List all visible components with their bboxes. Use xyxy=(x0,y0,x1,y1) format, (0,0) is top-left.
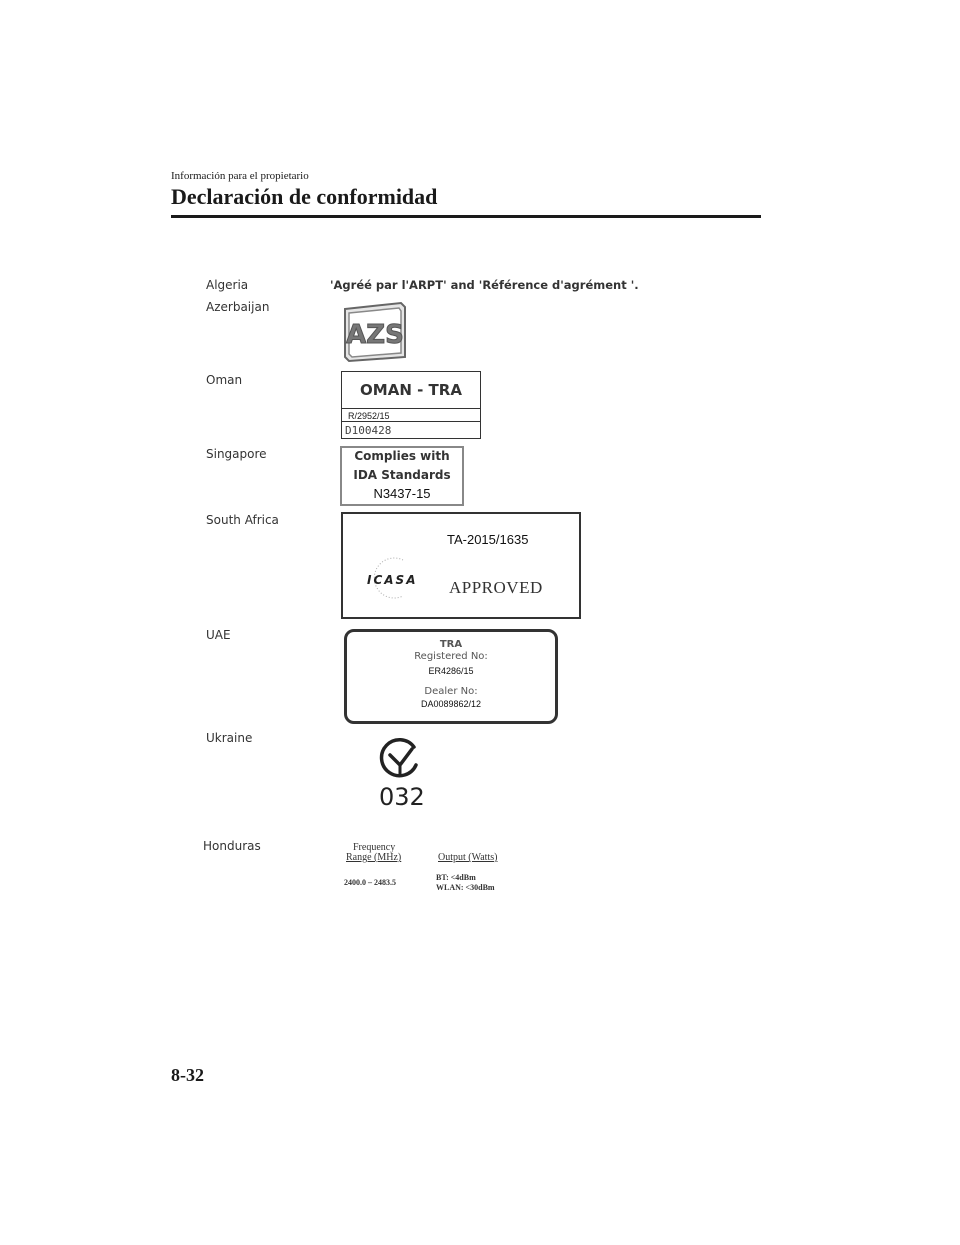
honduras-wlan-value: WLAN: <30dBm xyxy=(436,883,495,892)
icasa-logo-text: ICASA xyxy=(367,573,418,587)
honduras-output-header: Output (Watts) xyxy=(438,852,498,863)
singapore-line1: Complies with xyxy=(354,449,450,463)
country-label-south-africa: South Africa xyxy=(206,513,279,527)
singapore-code: N3437-15 xyxy=(373,486,431,501)
south-africa-approved: APPROVED xyxy=(449,578,543,597)
country-label-oman: Oman xyxy=(206,373,243,387)
uae-tra: TRA xyxy=(439,639,463,650)
ukraine-conformity-mark-icon xyxy=(378,735,422,779)
country-label-algeria: Algeria xyxy=(206,278,249,292)
uae-registered-number: ER4286/15 xyxy=(428,666,474,676)
oman-title: OMAN - TRA xyxy=(360,381,462,399)
country-label-uae: UAE xyxy=(206,628,231,642)
oman-registration: R/2952/15 xyxy=(342,408,480,422)
page-title: Declaración de conformidad xyxy=(171,184,438,209)
oman-dealer: D100428 xyxy=(345,424,392,437)
azs-logo-icon xyxy=(339,299,411,365)
country-label-ukraine: Ukraine xyxy=(206,731,253,745)
country-label-singapore: Singapore xyxy=(206,447,267,461)
title-divider xyxy=(171,215,761,218)
icasa-logo-icon xyxy=(365,556,435,600)
ukraine-code: 032 xyxy=(379,783,425,811)
south-africa-label-box xyxy=(341,512,581,619)
singapore-label-box xyxy=(340,446,464,506)
country-label-azerbaijan: Azerbaijan xyxy=(206,300,270,314)
azs-logo-text: AZS xyxy=(346,320,404,350)
algeria-approval-text: 'Agréé par l'ARPT' and 'Référence d'agrément '. xyxy=(330,278,639,292)
page-number: 8-32 xyxy=(171,1065,204,1085)
country-label-honduras: Honduras xyxy=(203,839,261,853)
honduras-frequency-header: Frequency xyxy=(353,842,396,853)
oman-label-box xyxy=(341,371,481,439)
uae-label-box xyxy=(344,629,558,724)
south-africa-code: TA-2015/1635 xyxy=(447,532,529,547)
honduras-range-header: Range (MHz) xyxy=(346,852,402,863)
uae-registered-label: Registered No: xyxy=(414,651,488,662)
uae-dealer-label: Dealer No: xyxy=(424,686,478,697)
singapore-line2: IDA Standards xyxy=(353,468,451,482)
section-label: Información para el propietario xyxy=(171,170,309,182)
uae-dealer-number: DA0089862/12 xyxy=(420,699,482,709)
honduras-bt-value: BT: <4dBm xyxy=(436,873,476,882)
honduras-band-value: 2400.0 – 2483.5 xyxy=(344,878,396,887)
